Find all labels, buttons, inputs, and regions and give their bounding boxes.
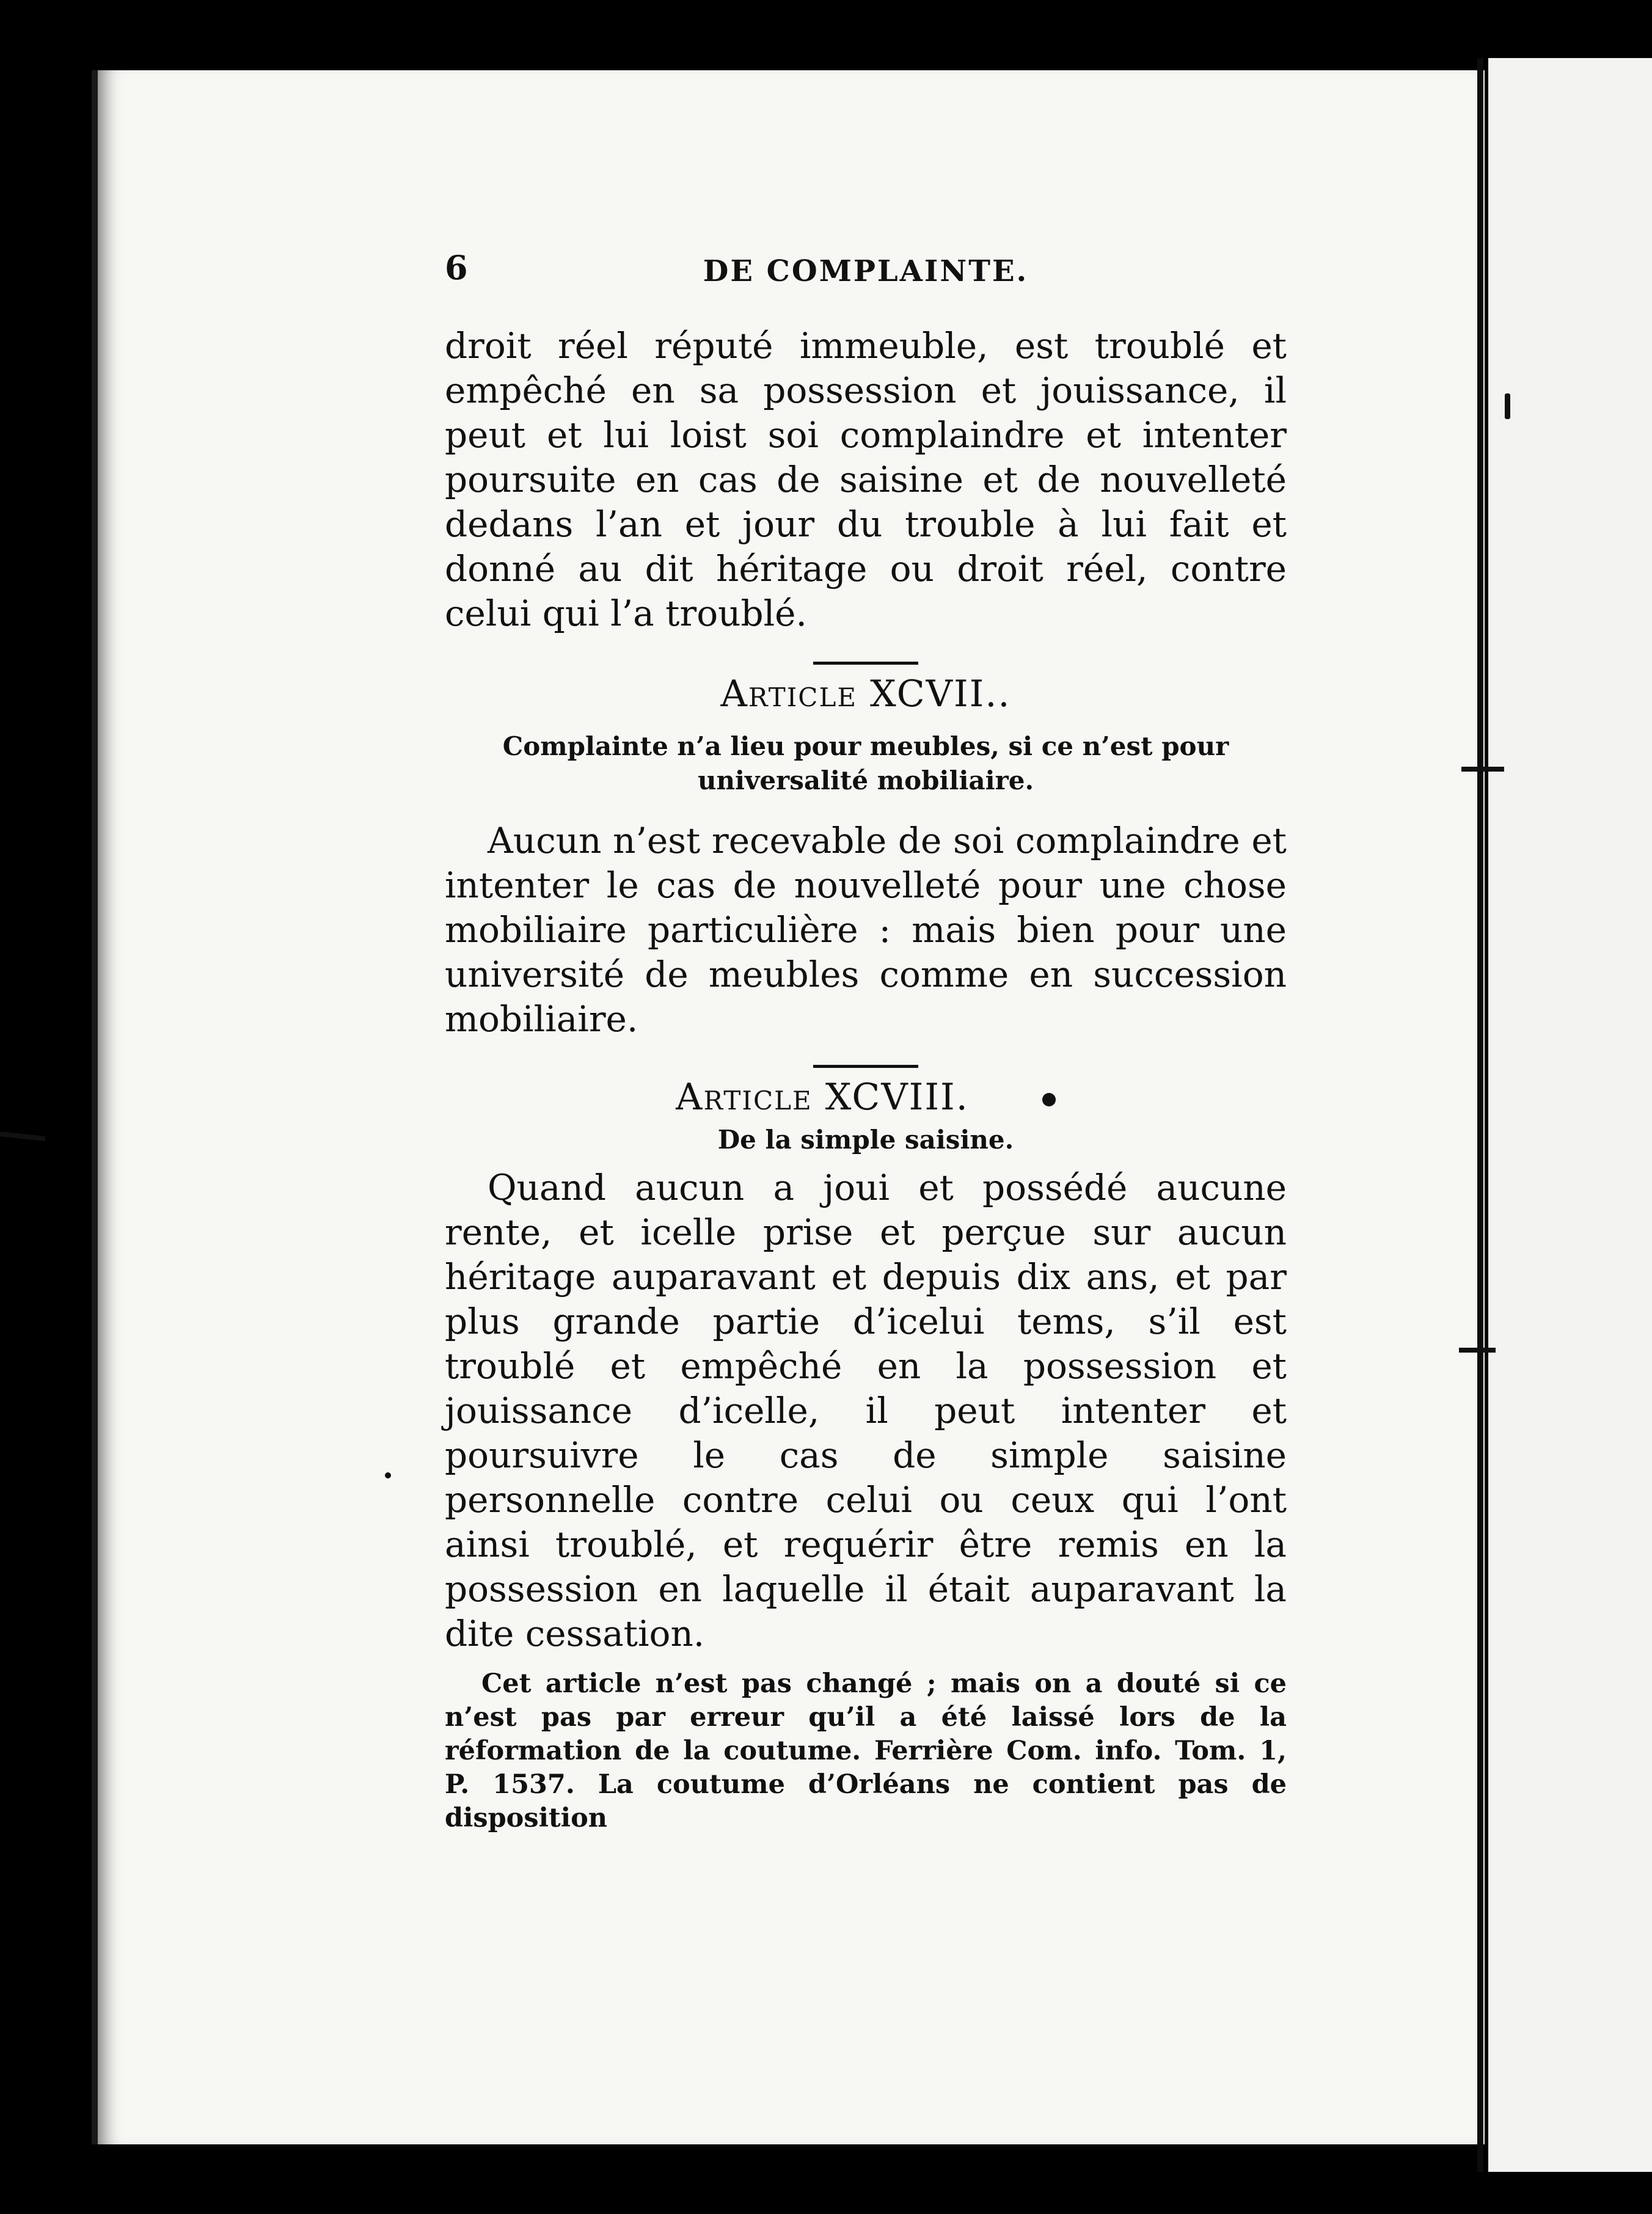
- article-heading-text: Article XCVIII.: [676, 1076, 969, 1119]
- margin-mark: [385, 1472, 391, 1478]
- page-text: [445, 232, 1287, 1835]
- article-summary: Complainte n’a lieu pour meubles, si ce n’est pour universalité mobiliaire.: [502, 731, 1229, 795]
- margin-mark: [0, 1131, 45, 1141]
- facing-page-edge: [1488, 58, 1652, 2172]
- page-gutter: [1477, 58, 1483, 2172]
- article-heading: Article XCVII..: [720, 673, 1011, 715]
- margin-mark: [1459, 1348, 1496, 1353]
- article-heading: [445, 1075, 1287, 1119]
- margin-mark: [1461, 767, 1504, 772]
- page-number: 6: [445, 248, 468, 287]
- editorial-note: Cet article n’est pas changé ; mais on a douté si ce n’est pas par erreur qu’il a été laissé lors de la réformation de la coutume. Ferrière Com. info. Tom. 1, P. 1537. La coutume d’Orléans ne contient pas de disposition: [445, 1668, 1287, 1833]
- running-head: DE COMPLAINTE.: [703, 254, 1029, 288]
- article-text: Quand aucun a joui et possédé aucune rente, et icelle prise et perçue sur aucun héritage auparavant et depuis dix ans, et par plus grande partie d’icelui tems, s’il est troublé et empêché en la possession et jouissance d’icelle, il peut intenter et poursuivre le cas de simple saisine personnelle contre celui ou ceux qui l’ont ainsi troublé, et requérir être remis en la possession en laquelle il était auparavant la dite cessation.: [445, 1167, 1287, 1654]
- article-summary: De la simple saisine.: [717, 1125, 1014, 1155]
- article-text: Aucun n’est recevable de soi complaindre et intenter le cas de nouvelleté pour une chose mobiliaire particulière : mais bien pour une université de meubles comme en succession mobiliaire.: [445, 820, 1287, 1040]
- opening-paragraph: droit réel réputé immeuble, est troublé et empêché en sa possession et jouissance, il peut et lui loist soi complaindre et intenter poursuite en cas de saisine et de nouvelleté dedans l’an et jour du trouble à lui fait et donné au dit héritage ou droit réel, contre celui qui l’a troublé.: [445, 325, 1287, 634]
- page-header: [445, 232, 1287, 324]
- margin-mark: [1505, 393, 1510, 419]
- bullet-icon: [1042, 1093, 1056, 1106]
